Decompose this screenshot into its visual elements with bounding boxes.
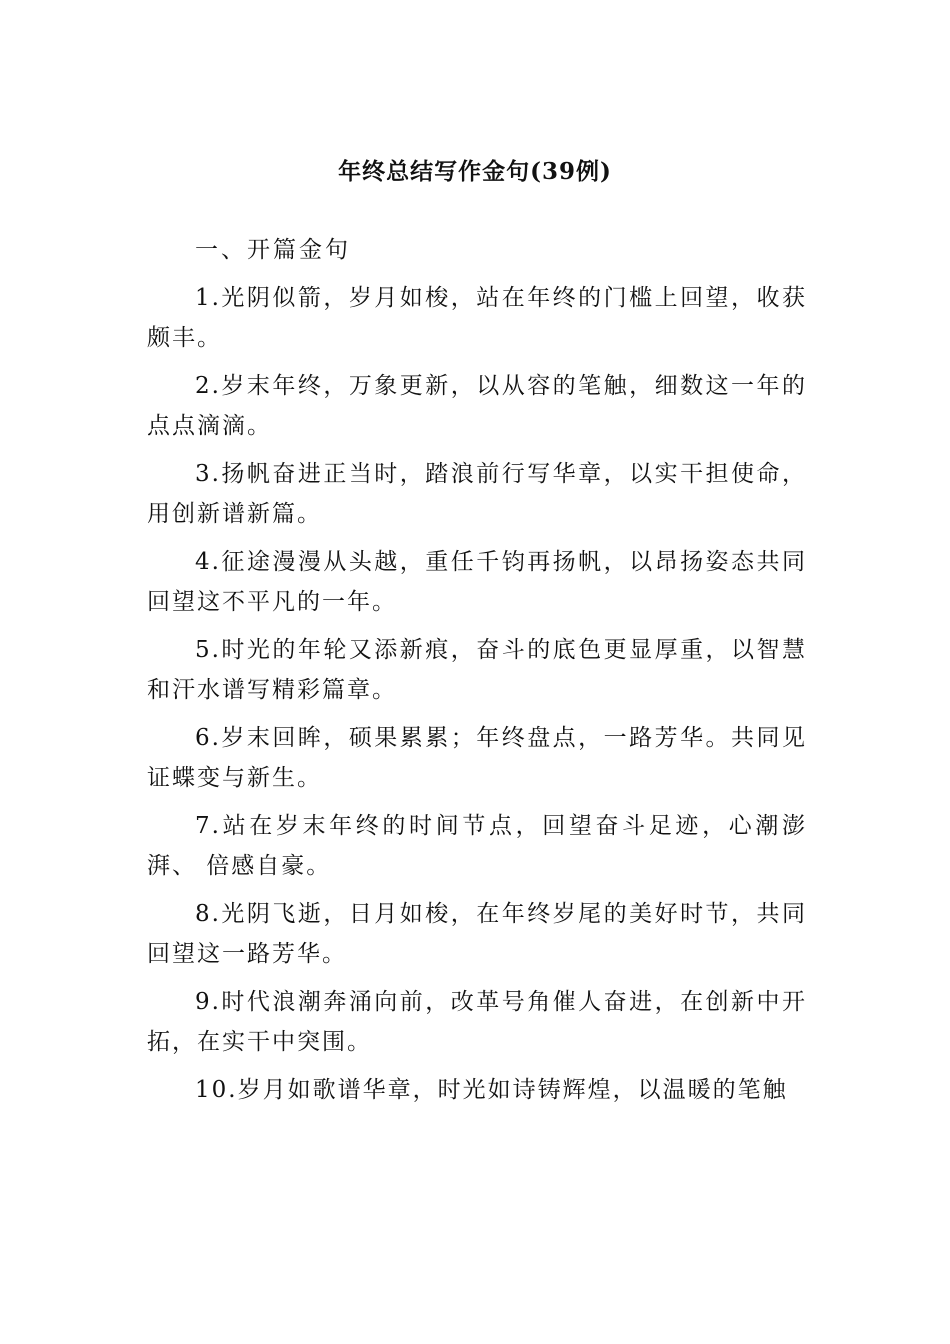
list-item: 1.光阴似箭，岁月如梭，站在年终的门槛上回望，收获颇丰。 <box>147 285 807 351</box>
list-item: 5.时光的年轮又添新痕，奋斗的底色更显厚重，以智慧 和汗水谱写精彩篇章。 <box>147 637 807 703</box>
list-item: 2.岁末年终，万象更新，以从容的笔触，细数这一年的点点滴滴。 <box>147 373 807 439</box>
section-heading: 一、开篇金句 <box>195 237 351 263</box>
list-item: 6.岁末回眸，硕果累累；年终盘点，一路芳华。共同见证蝶变与新生。 <box>147 725 807 791</box>
document-title: 年终总结写作金句(39例) <box>338 158 612 185</box>
document-body <box>147 228 807 1118</box>
list-item: 4.征途漫漫从头越，重任千钧再扬帆，以昂扬姿态共同回望这不平凡的一年。 <box>147 549 807 615</box>
list-item: 10.岁月如歌谱华章，时光如诗铸辉煌，以温暖的笔触 <box>195 1077 788 1103</box>
list-item: 8.光阴飞逝，日月如梭，在年终岁尾的美好时节，共同回望这一路芳华。 <box>147 901 807 967</box>
list-item: 7.站在岁末年终的时间节点，回望奋斗足迹，心潮澎湃、 倍感自豪。 <box>147 813 807 879</box>
list-item: 9.时代浪潮奔涌向前，改革号角催人奋进，在创新中开 拓，在实干中突围。 <box>147 989 807 1055</box>
list-item: 3.扬帆奋进正当时，踏浪前行写华章，以实干担使命，用创新谱新篇。 <box>147 461 807 527</box>
